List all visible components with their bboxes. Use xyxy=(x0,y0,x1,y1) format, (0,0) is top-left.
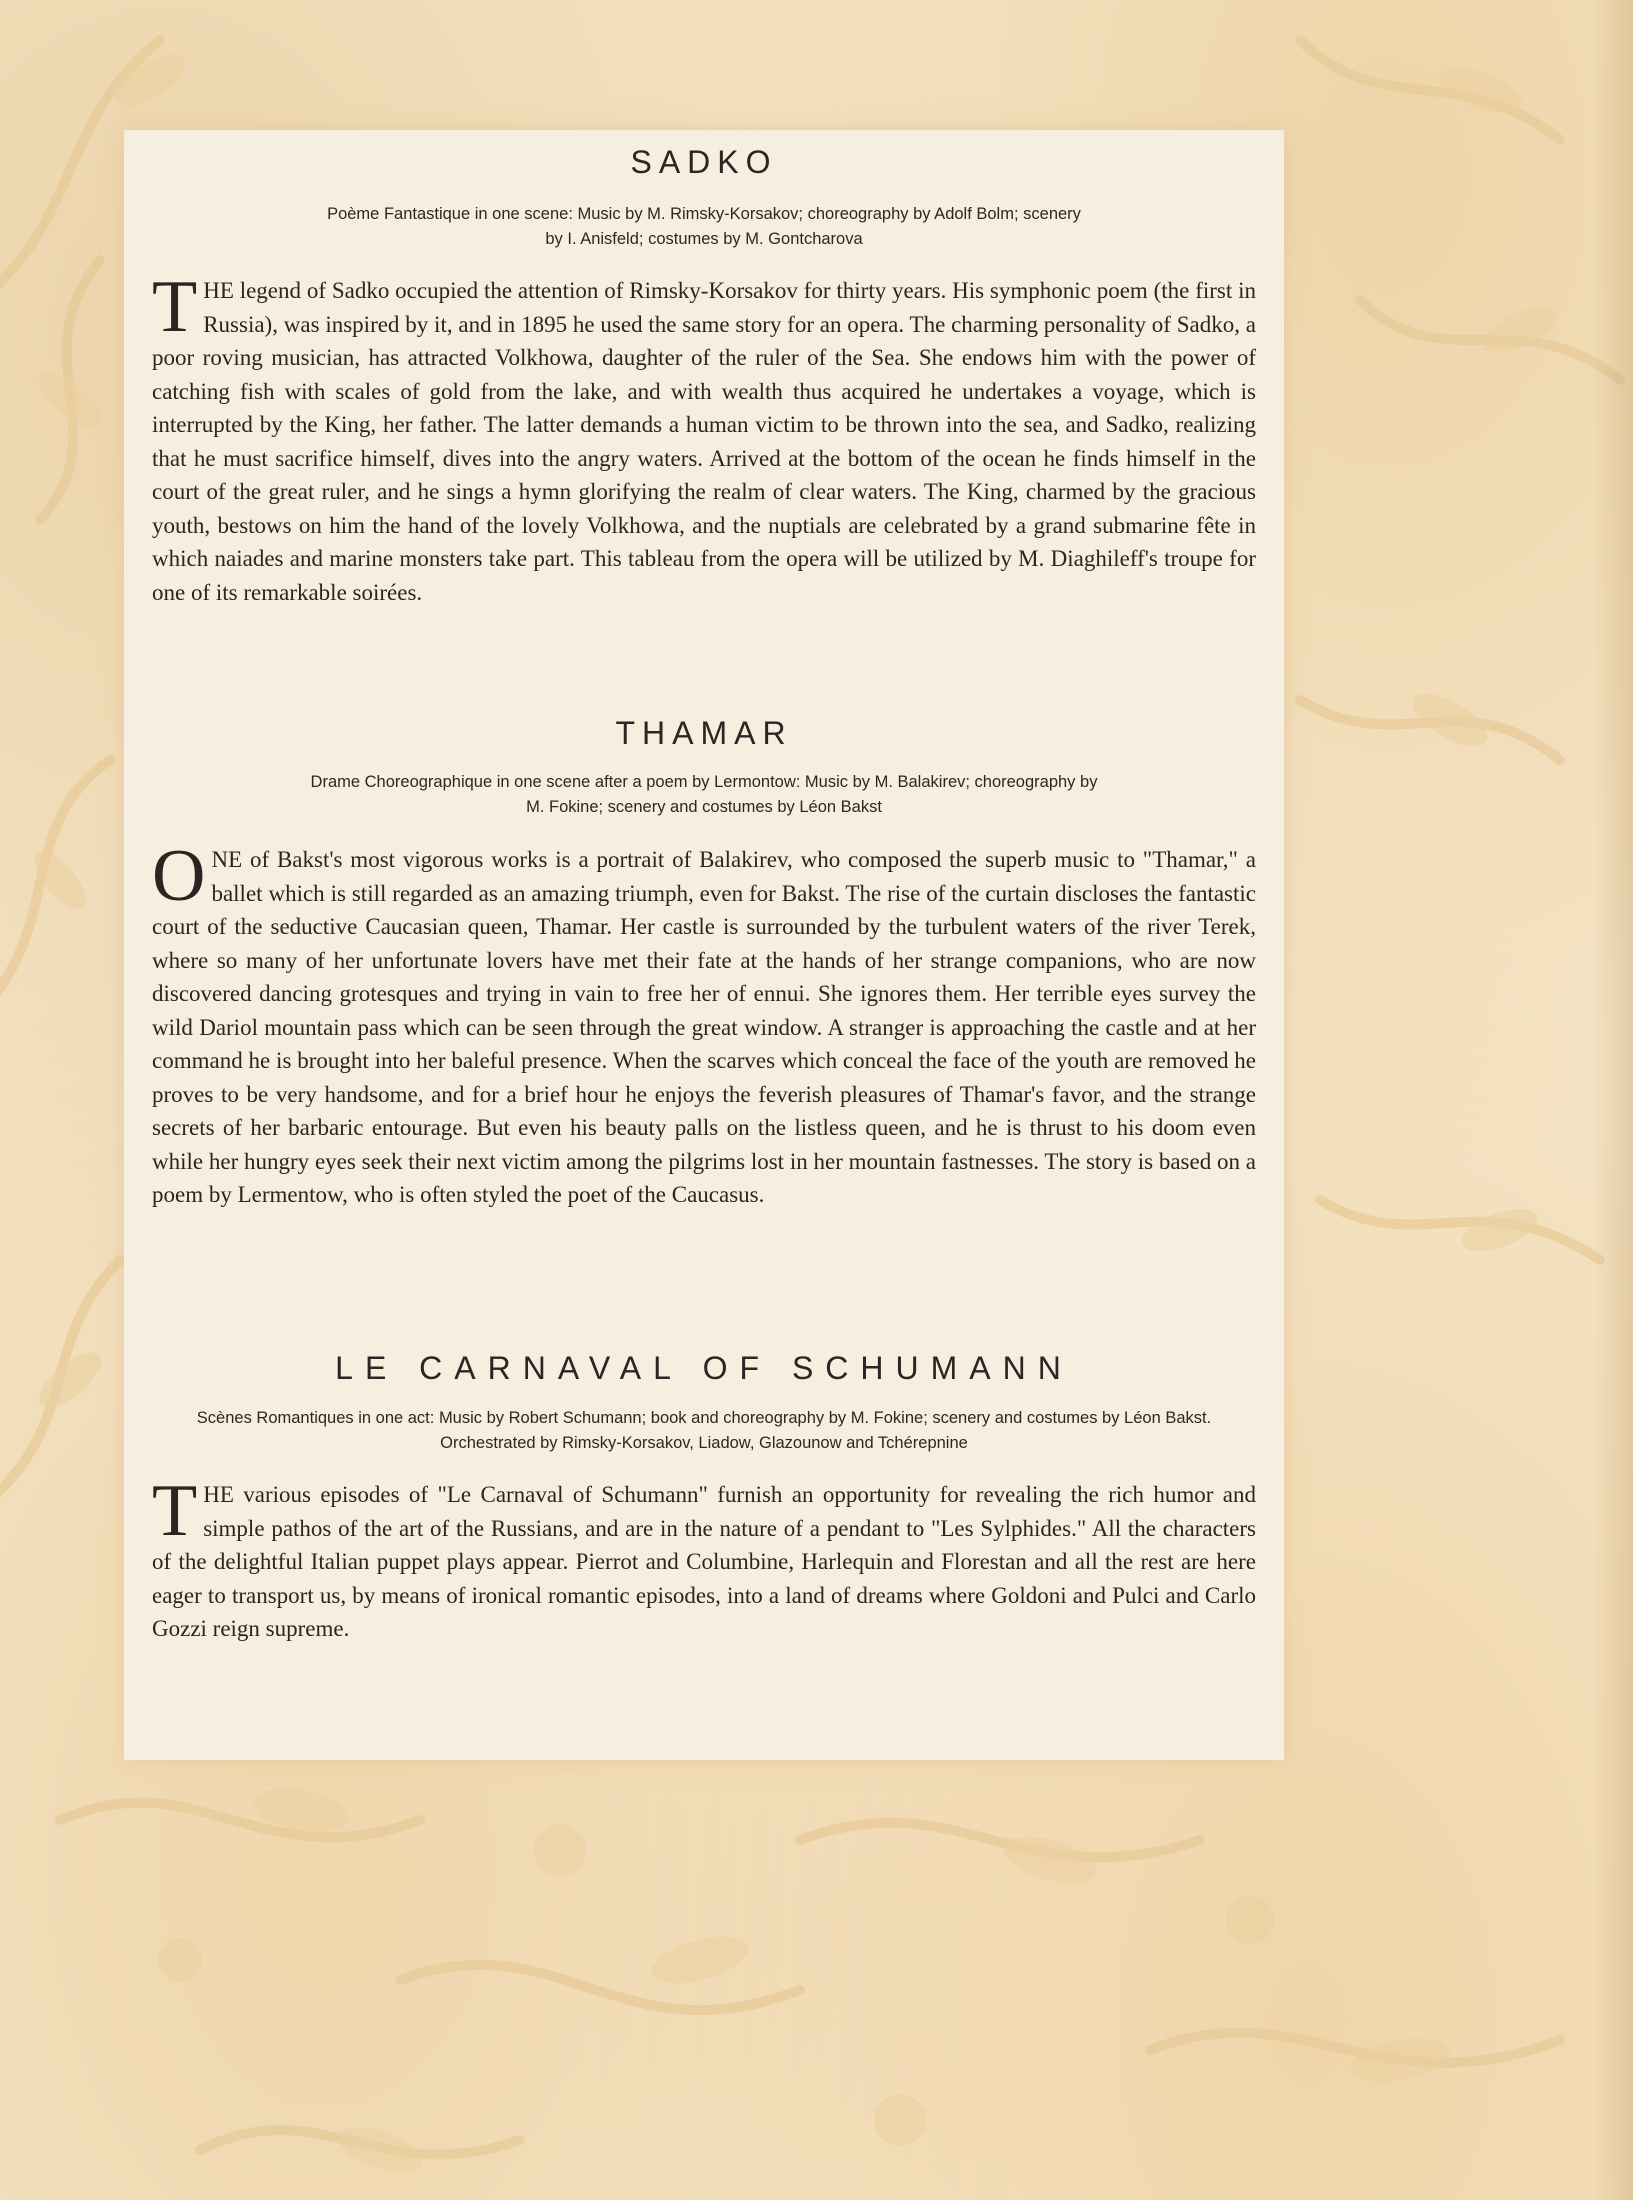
section-body-text: NE of Bakst's most vigorous works is a portrait of Balakirev, who composed the superb music to "Thamar," a ballet which is still regarded as an amazing triumph, even for Bakst. The rise of the curtain discloses the fantastic court of the seductive Caucasian queen, Thamar. Her castle is surrounded by the turbulent waters of the river Terek, where so many of her unfortunate lovers have met their fate at the hands of her strange companions, who are now discovered dancing grotesques and trying in vain to free her of ennui. She ignores them. Her terrible eyes survey the wild Dariol mountain pass which can be seen through the great window. A stranger is approaching the castle and at her command he is brought into her baleful presence. When the scarves which conceal the face of the youth are removed he proves to be very handsome, and for a brief hour he enjoys the feverish pleasures of Thamar's favor, and the strange secrets of her barbaric entourage. But even his beauty palls on the listless queen, and he is thrust to his doom even while her hungry eyes seek their next victim among the pilgrims lost in her mountain fastnesses. The story is based on a poem by Lermentow, who is often styled the poet of the Caucasus. xyxy=(152,847,1256,1207)
drop-cap: T xyxy=(152,1470,198,1552)
section-title: LE CARNAVAL OF SCHUMANN xyxy=(335,1350,1073,1386)
section-title: THAMAR xyxy=(615,715,793,751)
section-subtitle: Poème Fantastique in one scene: Music by M. Rimsky-Korsakov; choreography by Adolf Bolm; scenery by I. Anisfeld; costumes by M. Gontcharova xyxy=(327,205,1081,248)
section-body-text: HE legend of Sadko occupied the attention of Rimsky-Korsakov for thirty years. His symphonic poem (the first in Russia), was inspired by it, and in 1895 he used the same story for an opera. The charming personality of Sadko, a poor roving musician, has attracted Volkhowa, daughter of the ruler of the Sea. She endows him with the power of catching fish with scales of gold from the lake, and with wealth thus acquired he undertakes a voyage, which is interrupted by the King, her father. The latter demands a human victim to be thrown into the sea, and Sadko, realizing that he must sacrifice himself, dives into the angry waters. Arrived at the bottom of the ocean he finds himself in the court of the great ruler, and he sings a hymn glorifying the realm of clear waters. The King, charmed by the gracious youth, bestows on him the hand of the lovely Volkhowa, and the nuptials are celebrated by a grand submarine fête in which naiades and marine monsters take part. This tableau from the opera will be utilized by M. Diaghileff's troupe for one of its remarkable soirées. xyxy=(152,278,1256,605)
text-panel xyxy=(124,130,1284,1760)
section-body xyxy=(152,266,1256,609)
section-subtitle: Drame Choreographique in one scene after a poem by Lermontow: Music by M. Balakirev; choreography by M. Fokine; scenery and costumes by Léon Bakst xyxy=(310,773,1098,816)
drop-cap: T xyxy=(152,266,198,348)
section-body-text: HE various episodes of "Le Carnaval of Schumann" furnish an opportunity for revealing the rich humor and simple pathos of the art of the Russians, and are in the nature of a pendant to "Les Sylphides." All the characters of the delightful Italian puppet plays appear. Pierrot and Columbine, Harlequin and Florestan and all the rest are here eager to transport us, by means of ironical romantic episodes, into a land of dreams where Goldoni and Pulci and Carlo Gozzi reign supreme. xyxy=(152,1482,1256,1641)
drop-cap: O xyxy=(152,835,206,917)
section-body xyxy=(152,835,1256,1212)
section-subtitle: Scènes Romantiques in one act: Music by Robert Schumann; book and choreography by M. Fokine; scenery and costumes by Léon Bakst. Orchestrated by Rimsky-Korsakov, Liadow, Glazounow and Tchérepnine xyxy=(196,1409,1212,1452)
page-edge-shadow xyxy=(1593,0,1633,2200)
section-body xyxy=(152,1470,1256,1646)
section-title: SADKO xyxy=(630,144,778,180)
